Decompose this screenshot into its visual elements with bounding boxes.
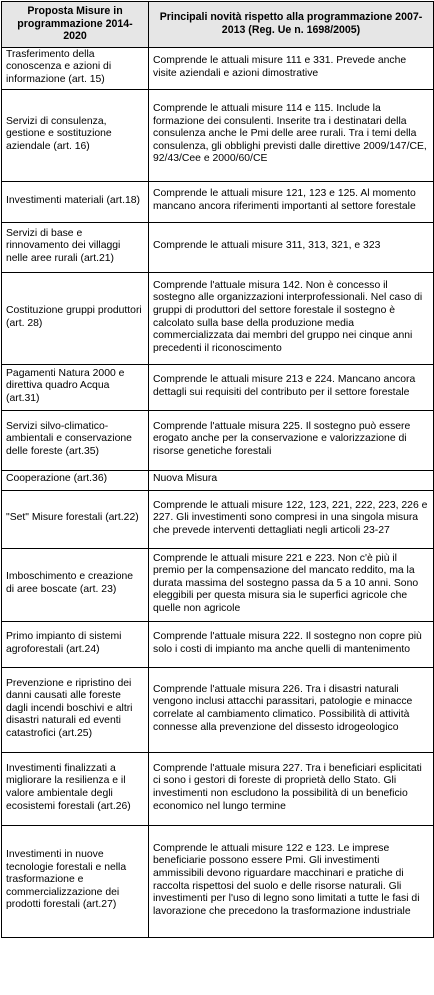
change-cell: Comprende l'attuale misura 222. Il sostegno non copre più solo i costi di impianto ma anche quelli di mantenimento	[149, 621, 434, 667]
measure-cell: Investimenti finalizzati a migliorare la resilienza e il valore ambientale degli ecosistemi forestali (art.26)	[2, 752, 149, 825]
change-cell: Comprende le attuali misure 122 e 123. Le imprese beneficiarie possono essere Pmi. Gli investimenti ammissibili devono riguardare macchinari e pratiche di raccolta rispettosi del suolo e delle risorse naturali. Gli investimenti per l'uso di legno sono limitati a tutte le fasi di lavorazione che precedono la trasformazione industriale	[149, 825, 434, 937]
change-cell: Comprende le attuali misure 311, 313, 321, e 323	[149, 222, 434, 272]
header-main-changes: Principali novità rispetto alla programmazione 2007-2013 (Reg. Ue n. 1698/2005)	[149, 2, 434, 48]
table-row	[2, 667, 434, 752]
measure-cell: Investimenti materiali (art.18)	[2, 181, 149, 222]
table-row	[2, 181, 434, 222]
table-row	[2, 621, 434, 667]
measure-cell: Pagamenti Natura 2000 e direttiva quadro Acqua (art.31)	[2, 364, 149, 410]
change-cell: Comprende l'attuale misura 226. Tra i disastri naturali vengono inclusi attacchi parassitari, patologie e minacce correlate al cambiamento climatico. Possibilità di attività connesse alla prevenzione del dissesto idrogeologico	[149, 667, 434, 752]
change-cell: Comprende le attuali misure 213 e 224. Mancano ancora dettagli sui requisiti del contributo per il settore forestale	[149, 364, 434, 410]
change-cell: Comprende le attuali misure 122, 123, 221, 222, 223, 226 e 227. Gli investimenti sono compresi in una singola misura che prevede interventi dettagliati negli articoli 23-27	[149, 490, 434, 548]
table-row	[2, 364, 434, 410]
measure-cell: Prevenzione e ripristino dei danni causati alle foreste dagli incendi boschivi e altri disastri naturali ed eventi catastrofici (art.25)	[2, 667, 149, 752]
table-row	[2, 825, 434, 937]
change-cell: Comprende le attuali misure 111 e 331. Prevede anche visite aziendali e azioni dimostrative	[149, 47, 434, 89]
change-cell: Comprende le attuali misure 221 e 223. Non c'è più il premio per la compensazione del mancato reddito, ma la durata massima del sostegno passa da 5 a 10 anni. Sono eleggibili per questa misura sia le superfici agricole che quelle non agricole	[149, 548, 434, 621]
measure-cell: Trasferimento della conoscenza e azioni di informazione (art. 15)	[2, 47, 149, 89]
measure-cell: Imboschimento e creazione di aree boscate (art. 23)	[2, 548, 149, 621]
measure-cell: Servizi silvo-climatico-ambientali e conservazione delle foreste (art.35)	[2, 410, 149, 470]
change-cell: Nuova Misura	[149, 470, 434, 490]
measure-cell: Primo impianto di sistemi agroforestali (art.24)	[2, 621, 149, 667]
table-row	[2, 410, 434, 470]
measure-cell: Investimenti in nuove tecnologie forestali e nella trasformazione e commercializzazione dei prodotti forestali (art.27)	[2, 825, 149, 937]
header-proposed-measures: Proposta Misure in programmazione 2014-2020	[2, 2, 149, 48]
measure-cell: "Set" Misure forestali (art.22)	[2, 490, 149, 548]
table-row	[2, 490, 434, 548]
table-row	[2, 470, 434, 490]
change-cell: Comprende le attuali misure 114 e 115. Include la formazione dei consulenti. Inserite tra i destinatari della consulenza anche le Pmi delle aree rurali. Tra i temi della consulenza, gli obblighi previsti dalle direttive 2009/147/CE, 92/43/Cee e 2000/60/CE	[149, 89, 434, 181]
measure-cell: Servizi di base e rinnovamento dei villaggi nelle aree rurali (art.21)	[2, 222, 149, 272]
change-cell: Comprende le attuali misure 121, 123 e 125. Al momento mancano ancora riferimenti importanti al settore forestale	[149, 181, 434, 222]
measure-cell: Servizi di consulenza, gestione e sostituzione aziendale (art. 16)	[2, 89, 149, 181]
table-row	[2, 47, 434, 89]
change-cell: Comprende l'attuale misura 227. Tra i beneficiari esplicitati ci sono i gestori di foreste di proprietà dello Stato. Gli investimenti non escludono la possibilità di un beneficio economico nel lungo termine	[149, 752, 434, 825]
measures-table	[1, 1, 434, 938]
change-cell: Comprende l'attuale misura 225. Il sostegno può essere erogato anche per la conservazione e valorizzazione di risorse genetiche forestali	[149, 410, 434, 470]
table-row	[2, 752, 434, 825]
measure-cell: Cooperazione (art.36)	[2, 470, 149, 490]
measure-cell: Costituzione gruppi produttori (art. 28)	[2, 272, 149, 364]
table-row	[2, 272, 434, 364]
change-cell: Comprende l'attuale misura 142. Non è concesso il sostegno alle organizzazioni interprofessionali. Nel caso di gruppi di produttori del settore forestale il sostegno è calcolato sulla base della produzione media commercializzata dai membri del gruppo nei cinque anni precedenti il riconoscimento	[149, 272, 434, 364]
table-row	[2, 222, 434, 272]
table-row	[2, 548, 434, 621]
table-row	[2, 89, 434, 181]
header-row	[2, 2, 434, 48]
